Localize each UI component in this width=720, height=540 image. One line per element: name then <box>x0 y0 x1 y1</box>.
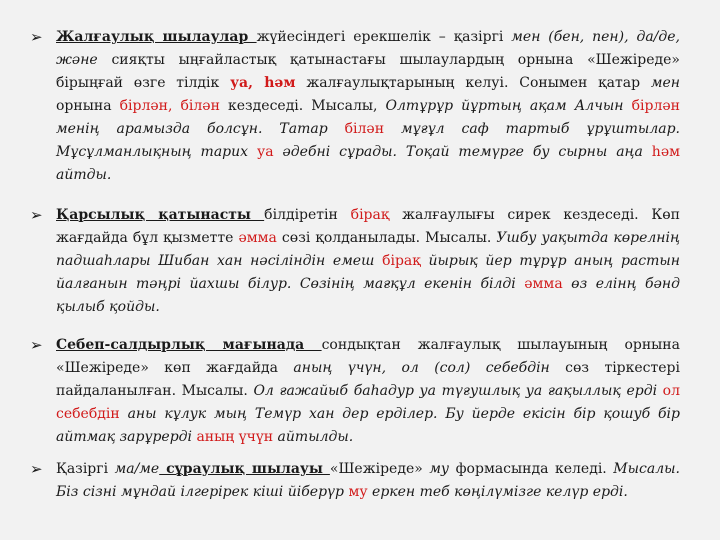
text-run: орнына <box>56 98 120 114</box>
highlighted-word: уа <box>256 144 274 160</box>
text-run: Қазіргі <box>56 461 115 477</box>
text-run: кездеседі. Мысалы, <box>219 98 386 114</box>
highlighted-word: бірлән <box>631 98 680 114</box>
text-run: сөз тіркестері пайдаланылған. Мысалы. <box>56 360 680 399</box>
text-run: му <box>429 461 450 477</box>
arrow-bullet-icon: ➢ <box>30 460 43 478</box>
underlined-term: сұраулық шылауы <box>159 461 330 477</box>
text-run: мұғұл саф тартыб ұрұштылар. Мұсұлманлықның тарих <box>56 121 681 160</box>
paragraph-adversative <box>30 204 680 319</box>
underlined-term: Жалғаулық шылаулар <box>56 29 257 45</box>
text-run: жүйесіндегі ерекшелік – қазіргі <box>256 29 512 45</box>
text-run: еркен теб көңілүмізге келүр ерді. <box>367 484 628 500</box>
highlighted-word: ол себебдін <box>56 383 680 422</box>
text-run: Ол ғажайыб баһадур уа түғушлық уа ғақыллық ерді <box>253 383 663 399</box>
text-run: өз елінң бәнд қылыб қойды. <box>56 276 680 315</box>
highlighted-word: уа, һәм <box>230 75 296 91</box>
highlighted-word: му <box>348 484 368 500</box>
text-run: мен <box>650 75 681 91</box>
text-run: «Шежіреде» <box>329 461 430 477</box>
highlighted-word: бірақ <box>350 207 390 223</box>
text-run: жалғаулықтарының келуі. Сонымен қатар <box>295 75 651 91</box>
highlighted-word: білән <box>344 121 385 137</box>
paragraph-text <box>56 26 680 187</box>
text-run: Ушбу уақытда көрелнің падшаһлары Шибан хан нәсіліндін емеш <box>56 230 680 269</box>
paragraph-text <box>56 458 680 504</box>
text-run: сияқты ыңғайластық қатынастағы шылаулардың орнына «Шежіреде» бірыңғай өзге тілдік <box>56 52 680 91</box>
text-run: йырық йер тұрұр аның растын йалғанын тәңрі йахшы білур. Сөзінің мағқұл екенін білді <box>56 253 680 292</box>
text-run: Олтұрұр йұртың ақам Алчын <box>385 98 632 114</box>
paragraph-interrogative <box>30 458 680 504</box>
text-run: білдіретін <box>264 207 351 223</box>
underlined-term: Себеп-салдырлық мағынада <box>56 337 322 353</box>
highlighted-word: әмма <box>524 276 563 292</box>
arrow-bullet-icon: ➢ <box>30 28 43 46</box>
text-run: мен (бен, пен), да/де, және <box>56 29 680 68</box>
paragraph-text <box>56 334 680 449</box>
highlighted-word: бірлән, білән <box>119 98 220 114</box>
text-run: ма/ме <box>114 461 160 477</box>
text-run: әдебні сұрады. Тоқай темүрге бу сырны аңа <box>273 144 652 160</box>
text-run: аны кұлук мың Темүр хан дер ерділер. Бу йерде екісін бір қошуб бір айтмақ зарұрерді <box>56 406 680 445</box>
highlighted-word: бірақ <box>382 253 421 269</box>
text-run: формасында келеді. <box>449 461 614 477</box>
text-run: айтылды. <box>273 429 354 445</box>
paragraph-conjunctions <box>30 26 680 187</box>
highlighted-word: әмма <box>238 230 277 246</box>
text-run: аның үчүн, ол (сол) себебдін <box>293 360 550 376</box>
underlined-term: Қарсылық қатынасты <box>56 207 265 223</box>
text-run: жалғаулығы сирек кездеседі. Көп жағдайда бұл қызметте <box>56 207 680 246</box>
highlighted-word: аның үчүн <box>196 429 274 445</box>
text-run: сөзі қолданылады. Мысалы. <box>276 230 497 246</box>
paragraph-text <box>56 204 680 319</box>
text-run: айтды. <box>56 167 112 183</box>
text-run: Мысалы. Біз сізні мұндай ілгерірек кіші йіберүр <box>56 461 680 500</box>
arrow-bullet-icon: ➢ <box>30 336 43 354</box>
arrow-bullet-icon: ➢ <box>30 206 43 224</box>
paragraph-causal <box>30 334 680 449</box>
text-run: сондықтан жалғаулық шылауының орнына «Шежіреде» көп жағдайда <box>56 337 680 376</box>
text-run: менің арамызда болсұн. Татар <box>56 121 345 137</box>
highlighted-word: һәм <box>651 144 680 160</box>
